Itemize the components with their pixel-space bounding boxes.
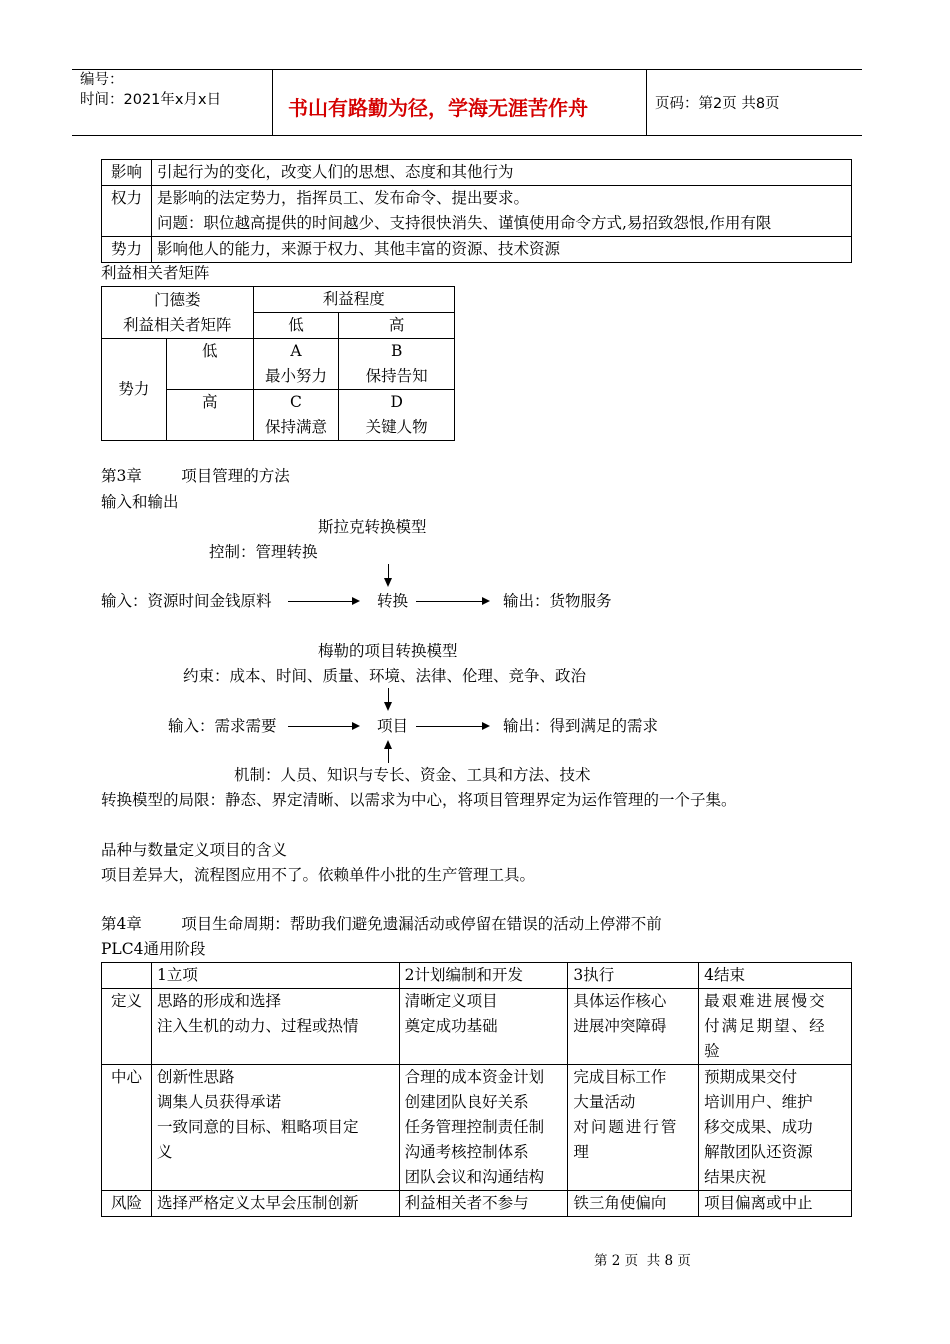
cell-letter: D [390, 393, 403, 411]
definition-term: 影响 [102, 160, 152, 186]
header-page: 页码：第2页 共8页 [655, 96, 780, 112]
table-cell [568, 1065, 699, 1191]
table-cell: 铁三角使偏向 [568, 1191, 699, 1217]
matrix-cell-a [253, 339, 339, 390]
cell-text: 关键人物 [365, 418, 428, 436]
cell-line: 验 [704, 1042, 720, 1060]
meller-mechanism: 机制：人员、知识与专长、资金、工具和方法、技术 [234, 766, 591, 784]
table-row [102, 160, 852, 186]
table-row [102, 186, 852, 237]
slack-control: 控制：管理转换 [209, 543, 318, 561]
table-cell [699, 1065, 852, 1191]
interest-high: 高 [339, 313, 455, 339]
table-row [102, 237, 852, 263]
cell-line: 大量活动 [573, 1093, 636, 1111]
constraint-arrow-line [388, 688, 389, 702]
cell-letter: A [290, 342, 302, 360]
definition-line: 是影响的法定势力，指挥员工、发布命令、提出要求。 [157, 189, 530, 207]
matrix-corner-line: 利益相关者矩阵 [123, 315, 232, 334]
definition-line: 问题：职位越高提供的时间越少、支持很快消失、谨慎使用命令方式,易招致怨恨,作用有限 [157, 214, 772, 232]
power-header: 势力 [102, 339, 167, 441]
cell-line: 创建团队良好关系 [404, 1093, 529, 1111]
io-heading: 输入和输出 [101, 493, 179, 511]
meller-model-title: 梅勒的项目转换模型 [318, 642, 458, 660]
column-header: 2计划编制和开发 [399, 963, 568, 989]
cell-line: 创新性思路 [156, 1068, 235, 1086]
table-row [102, 339, 455, 390]
right-arrow-icon [416, 726, 488, 727]
cell-line: 结果庆祝 [704, 1168, 767, 1186]
cell-line: 注入生机的动力、过程或热情 [156, 1017, 359, 1035]
matrix-cell-b [339, 339, 455, 390]
meller-constraint: 约束：成本、时间、质量、环境、法律、伦理、竞争、政治 [183, 667, 587, 685]
header-number: 编号： [80, 72, 124, 88]
table-cell [399, 1065, 568, 1191]
definition-term: 权力 [102, 186, 152, 237]
header-divider [272, 69, 273, 135]
column-header: 1立项 [151, 963, 399, 989]
meller-project: 项目 [377, 717, 409, 735]
cell-line: 预期成果交付 [704, 1068, 798, 1086]
cell-letter: C [290, 393, 302, 411]
definition-text: 影响他人的能力，来源于权力、其他丰富的资源、技术资源 [152, 237, 852, 263]
mechanism-arrow-line [388, 749, 389, 763]
table-cell [568, 989, 699, 1065]
row-label: 定义 [102, 989, 152, 1065]
interest-header: 利益程度 [253, 287, 454, 313]
plc-table [101, 962, 852, 1217]
matrix-cell-d [339, 390, 455, 441]
cell-line: 付满足期望、经 [704, 1017, 827, 1035]
table-row [102, 1065, 852, 1191]
variety-heading: 品种与数量定义项目的含义 [101, 841, 288, 859]
definition-term: 势力 [102, 237, 152, 263]
cell-line: 理 [573, 1143, 589, 1161]
matrix-corner [102, 287, 254, 339]
meller-output: 输出：得到满足的需求 [503, 717, 659, 735]
table-cell: 利益相关者不参与 [399, 1191, 568, 1217]
column-header: 4结束 [699, 963, 852, 989]
cell-line: 思路的形成和选择 [156, 992, 281, 1010]
definition-text: 引起行为的变化，改变人们的思想、态度和其他行为 [152, 160, 852, 186]
cell-text: 最小努力 [264, 367, 327, 385]
cell-line: 团队会议和沟通结构 [404, 1168, 545, 1186]
table-header-row [102, 963, 852, 989]
header-bottom-rule [72, 135, 862, 136]
table-cell: 项目偏离或中止 [699, 1191, 852, 1217]
chapter4-title: 第4章 项目生命周期：帮助我们避免遗漏活动或停留在错误的活动上停滞不前 [101, 915, 662, 933]
cell-line: 移交成果、成功 [704, 1118, 813, 1136]
cell-line: 对问题进行管 [573, 1118, 679, 1136]
cell-text: 保持告知 [365, 367, 428, 385]
cell-line: 义 [156, 1143, 173, 1161]
model-limitation: 转换模型的局限：静态、界定清晰、以需求为中心，将项目管理界定为运作管理的一个子集。 [101, 791, 737, 809]
slack-transform: 转换 [377, 592, 409, 610]
right-arrow-icon [416, 601, 488, 602]
row-label: 风险 [102, 1191, 152, 1217]
down-arrow-icon [384, 578, 392, 587]
cell-letter: B [390, 342, 403, 360]
slack-output: 输出：货物服务 [503, 592, 612, 610]
header-top-rule [72, 69, 862, 70]
cell-line: 奠定成功基础 [404, 1017, 498, 1035]
table-row [102, 989, 852, 1065]
table-cell: 选择严格定义太早会压制创新 [151, 1191, 399, 1217]
right-arrow-icon [288, 726, 358, 727]
header-motto: 书山有路勤为径，学海无涯苦作舟 [288, 96, 588, 120]
chapter3-title: 第3章 项目管理的方法 [101, 467, 290, 485]
table-cell [699, 989, 852, 1065]
cell-line: 进展冲突障碍 [573, 1017, 667, 1035]
table-cell [151, 1065, 399, 1191]
cell-line: 一致同意的目标、粗略项目定 [156, 1118, 359, 1136]
matrix-heading: 利益相关者矩阵 [101, 264, 210, 282]
cell-line: 清晰定义项目 [404, 992, 498, 1010]
matrix-corner-line: 门德娄 [154, 290, 201, 309]
header-divider [646, 69, 647, 135]
down-arrow-icon [384, 702, 392, 711]
cell-line: 培训用户、维护 [704, 1093, 813, 1111]
definitions-table [101, 159, 852, 263]
control-arrow-line [388, 564, 389, 578]
table-cell [151, 989, 399, 1065]
table-row [102, 287, 455, 313]
plc-heading: PLC4通用阶段 [101, 940, 206, 958]
stakeholder-matrix [101, 286, 455, 441]
up-arrow-icon [384, 740, 392, 749]
cell-line: 最艰难进展慢交 [704, 992, 827, 1010]
power-low: 低 [166, 339, 253, 390]
interest-low: 低 [253, 313, 339, 339]
power-high: 高 [166, 390, 253, 441]
definition-text [152, 186, 852, 237]
row-label: 中心 [102, 1065, 152, 1191]
right-arrow-icon [288, 601, 358, 602]
cell-line: 具体运作核心 [573, 992, 667, 1010]
slack-model-title: 斯拉克转换模型 [318, 518, 427, 536]
slack-input: 输入：资源时间金钱原料 [101, 592, 272, 610]
cell-line: 完成目标工作 [573, 1068, 667, 1086]
table-cell [399, 989, 568, 1065]
table-row [102, 1191, 852, 1217]
matrix-cell-c [253, 390, 339, 441]
meller-input: 输入：需求需要 [168, 717, 277, 735]
table-corner [102, 963, 152, 989]
column-header: 3执行 [568, 963, 699, 989]
cell-line: 解散团队还资源 [704, 1143, 813, 1161]
variety-text: 项目差异大，流程图应用不了。依赖单件小批的生产管理工具。 [101, 866, 536, 884]
cell-text: 保持满意 [264, 418, 327, 436]
cell-line: 调集人员获得承诺 [156, 1093, 281, 1111]
cell-line: 沟通考核控制体系 [404, 1143, 529, 1161]
cell-line: 任务管理控制责任制 [404, 1118, 545, 1136]
page-footer: 第 2 页 共 8 页 [594, 1253, 691, 1269]
header-time: 时间：2021年x月x日 [80, 92, 222, 108]
cell-line: 合理的成本资金计划 [404, 1068, 545, 1086]
